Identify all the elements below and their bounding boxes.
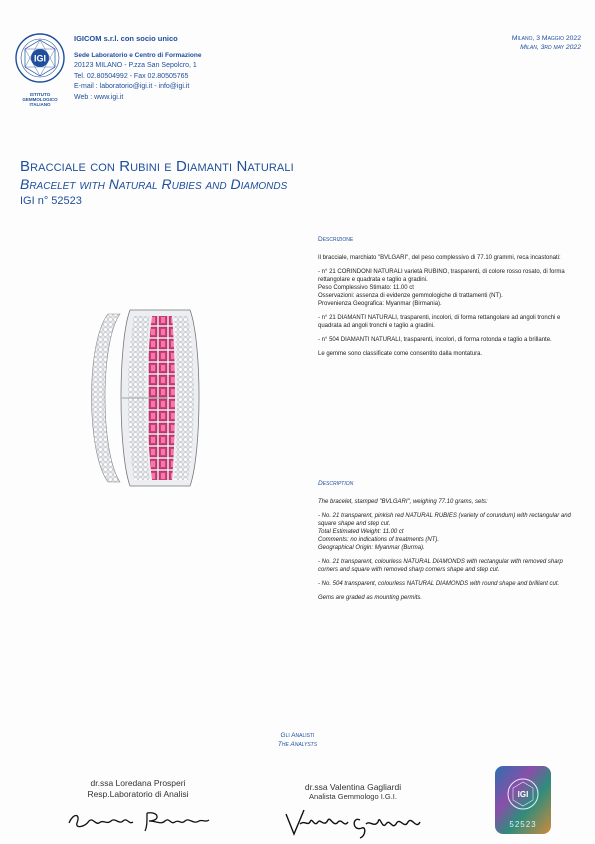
company-info [74, 34, 202, 103]
analyst-2-signature [278, 806, 428, 842]
hologram-seal [495, 766, 551, 834]
analyst-2-name: dr.ssa Valentina Gagliardi [304, 782, 402, 792]
descrizione-intro: Il bracciale, marchiato "BVLGARI", del peso complessivo di 77.10 grammi, reca incastonati: [318, 255, 561, 261]
date-block [512, 34, 581, 52]
hologram-label: IGI [517, 790, 529, 799]
analyst-1-role: Resp.Laboratorio di Analisi [87, 788, 189, 799]
hologram-number: 52523 [509, 820, 537, 829]
analyst-1 [58, 778, 218, 836]
date-italian: Milano, 3 Maggio 2022 [511, 35, 581, 42]
descrizione-diamond-1: - n° 21 DIAMANTI NATURALI, trasparenti, incolori, di forma rettangolare ad angoli tronchi e quadrata ad angoli tronchi e taglio a gradini. [318, 315, 561, 329]
descrizione-ruby-obs: Osservazioni: assenza di evidenze gemmologiche di trattamenti (NT). [318, 293, 503, 299]
descrizione-ruby-weight: Peso Complessivo Stimato: 11.00 ct [318, 285, 414, 291]
company-sede: Sede Laboratorio e Centro di Formazione [74, 51, 202, 59]
igi-logo [14, 32, 66, 107]
analysts-heading [0, 731, 595, 749]
description-ruby-weight: Total Estimated Weight: 11.00 ct [318, 529, 404, 535]
description-ruby-obs: Comments: no indications of treatments (NT). [318, 537, 440, 543]
description-ruby: - No. 21 transparent, pinkish red NATURAL RUBIES (variety of corundum) with rectangular and square shape and step cut. [318, 513, 571, 527]
report-title [20, 158, 294, 207]
title-english: Bracelet with Natural Rubies and Diamonds [20, 176, 288, 192]
logo-text: IGI [33, 53, 47, 64]
analyst-1-signature [63, 807, 213, 833]
description-note: Gems are graded as mounting permits. [318, 595, 423, 601]
descrizione-ruby: - n° 21 CORINDONI NATURALI varietà RUBINO, trasparenti, di colore rosso rosato, di forma rettangolare e quadrata e taglio a gradini. [318, 269, 565, 283]
analysts-italian: Gli Analisti [280, 732, 315, 739]
date-english: Milan, 3rd may 2022 [520, 44, 581, 51]
description-ruby-origin: Geographical Origin: Myanmar (Burma). [318, 545, 425, 551]
logo-sub-line: ISTITUTO [29, 92, 51, 97]
logo-sub-line: GEMMOLOGICO [22, 97, 58, 102]
description-intro: The bracelet, stamped "BVLGARI", weighing 77.10 grams, sets: [318, 499, 488, 505]
logo-sub-line: ITALIANO [29, 102, 51, 107]
igi-diamond-logo-icon [14, 32, 66, 84]
descrizione-section [318, 236, 580, 364]
descrizione-diamond-2: - n° 504 DIAMANTI NATURALI, trasparenti, incolori, di forma rotonda e taglio a brillante. [318, 337, 552, 343]
description-diamond-2: - No. 504 transparent, colourless NATURAL DIAMONDS with round shape and brilliant cut. [318, 581, 560, 587]
company-web: Web : www.igi.it [74, 93, 124, 101]
descrizione-note: Le gemme sono classificate come consentito dalla montatura. [318, 351, 483, 357]
descrizione-ruby-origin: Provenienza Geografica: Myanmar (Birmania). [318, 301, 442, 307]
analyst-2 [268, 782, 438, 844]
title-italian: Bracciale con Rubini e Diamanti Naturali [20, 158, 294, 175]
igi-number: IGI n° 52523 [20, 195, 82, 207]
description-section [318, 480, 580, 608]
bracelet-photo [78, 302, 208, 497]
logo-subtitle [14, 92, 66, 107]
analyst-2-role: Analista Gemmologo I.G.I. [309, 792, 397, 801]
company-name: IGICOM s.r.l. con socio unico [74, 34, 178, 43]
company-phone: Tel. 02.80504992 - Fax 02.80505765 [74, 72, 189, 80]
descrizione-heading: Descrizione [318, 236, 354, 243]
analysts-english: The Analysts [277, 741, 318, 748]
company-address: 20123 MILANO - P.zza San Sepolcro, 1 [74, 62, 197, 69]
company-email: E-mail : laboratorio@igi.it - info@igi.it [74, 83, 190, 90]
description-heading: Description [318, 480, 354, 487]
description-diamond-1: - No. 21 transparent, colourless NATURAL DIAMONDS with rectangular with removed sharp corners and square with removed sharp corners shape and step cut. [318, 559, 563, 573]
analyst-1-name: dr.ssa Loredana Prosperi [90, 778, 186, 788]
